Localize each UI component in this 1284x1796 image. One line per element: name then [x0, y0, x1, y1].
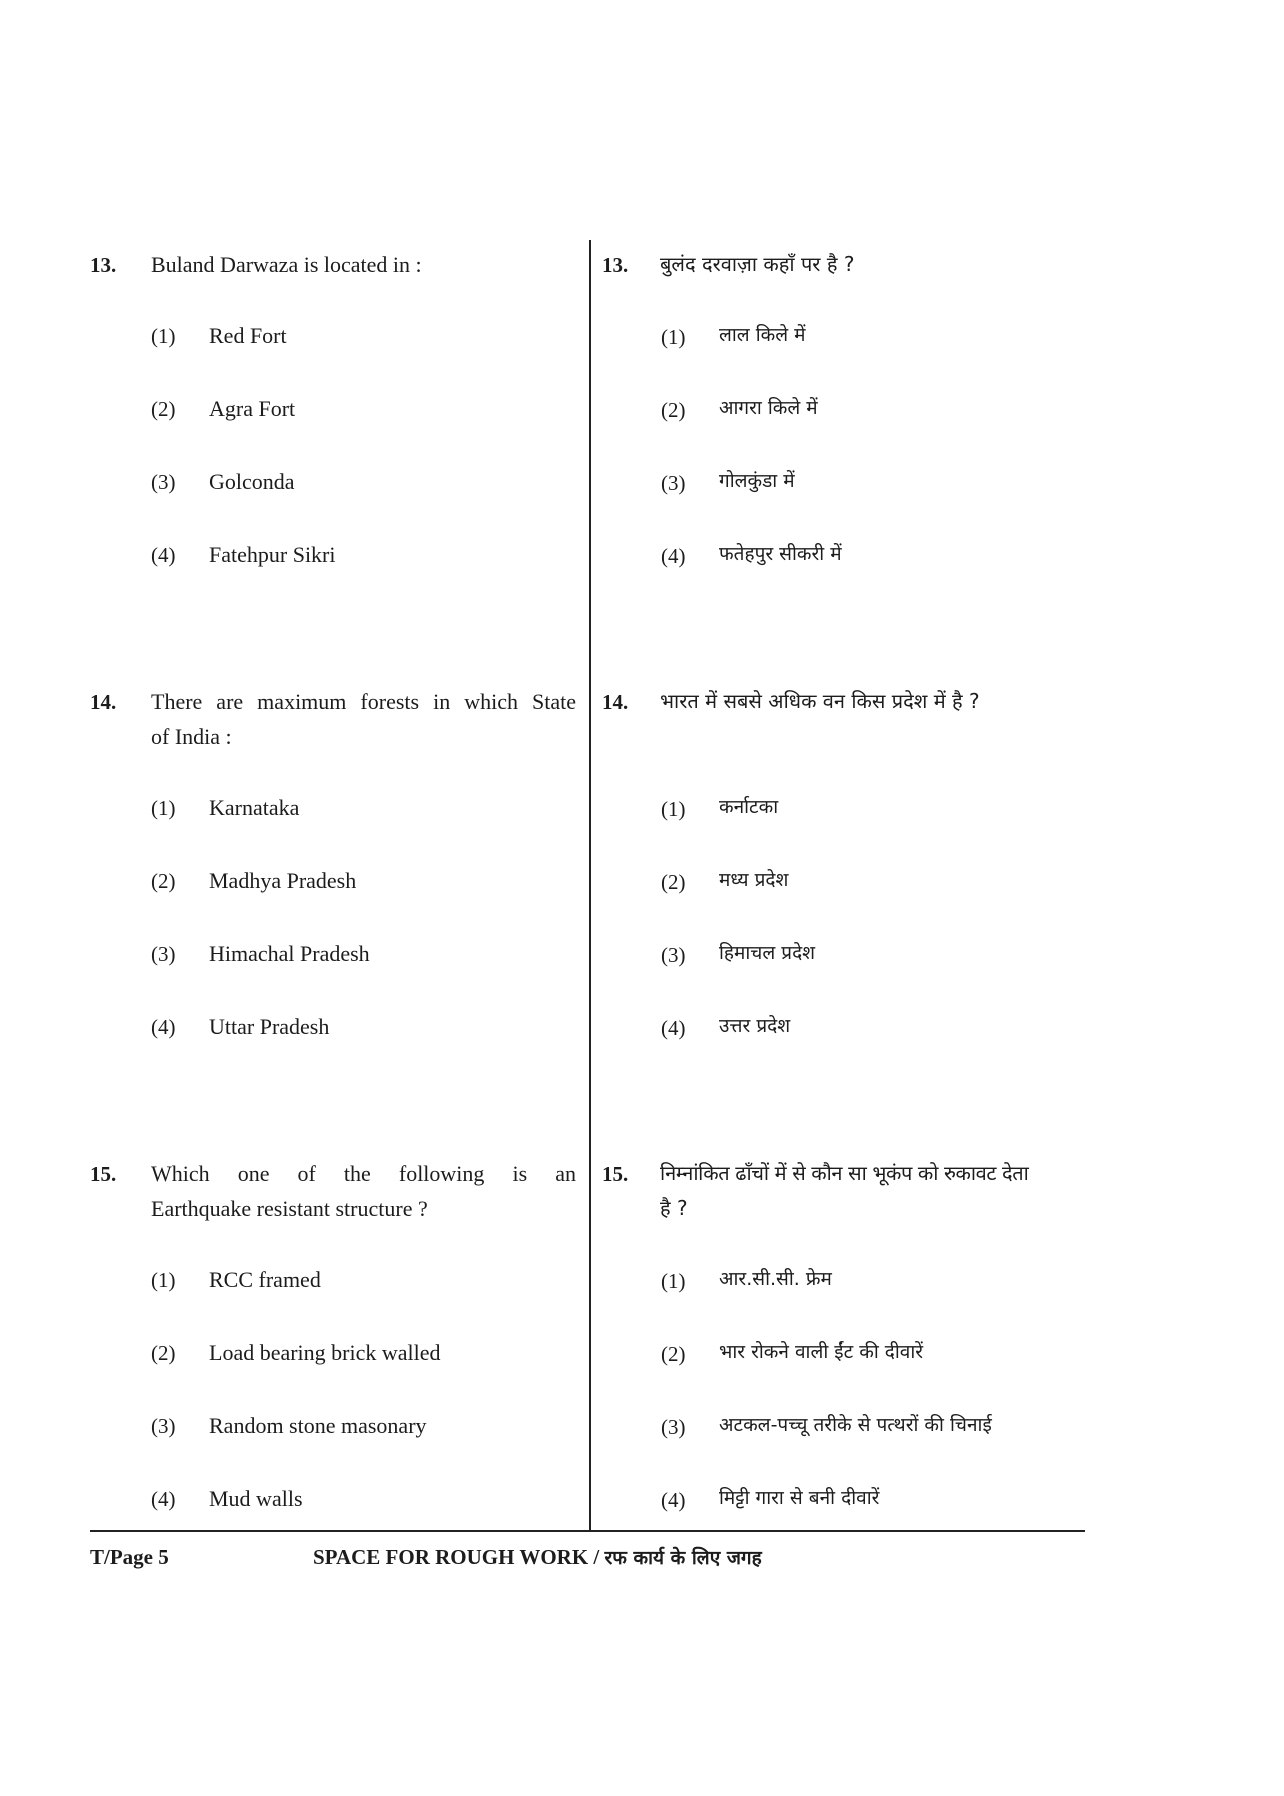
q13-hi-option-2-text: आगरा किले में: [719, 397, 818, 419]
q15-en-option-2-number: (2): [151, 1341, 176, 1365]
q15-en-option-4-text: Mud walls: [209, 1486, 303, 1511]
rough-work-label: [313, 1540, 762, 1575]
q13-hi-option-3-number: (3): [661, 471, 686, 495]
q15-en-option-1-number: (1): [151, 1268, 176, 1292]
q14-hi-option-3-number: (3): [661, 943, 686, 967]
q15-hi-option-2-number: (2): [661, 1342, 686, 1366]
q13-hi-option-4-text: फतेहपुर सीकरी में: [719, 543, 842, 565]
question-13-number-en: 13.: [90, 253, 117, 277]
q14-en-option-2-text: Madhya Pradesh: [209, 868, 357, 893]
q13-hi-option-2-number: (2): [661, 398, 686, 422]
q13-hi-option-3-text: गोलकुंडा में: [719, 470, 795, 492]
q13-en-option-1-number: (1): [151, 324, 176, 348]
q13-en-option-1-text: Red Fort: [209, 323, 287, 348]
q14-en-option-1-text: Karnataka: [209, 795, 300, 820]
q15-en-option-1-text: RCC framed: [209, 1267, 321, 1292]
q14-en-option-3-number: (3): [151, 942, 176, 966]
q13-en-option-2-number: (2): [151, 397, 176, 421]
question-13-text-en: Buland Darwaza is located in :: [151, 252, 422, 277]
q13-en-option-4-number: (4): [151, 543, 176, 567]
q13-en-option-4-text: Fatehpur Sikri: [209, 542, 336, 567]
q14-hi-option-4-text: उत्तर प्रदेश: [719, 1015, 791, 1037]
q14-hi-option-3-text: हिमाचल प्रदेश: [719, 942, 816, 964]
column-divider: [589, 240, 591, 1530]
question-15-text-en-line-2: Earthquake resistant structure ?: [151, 1196, 428, 1221]
q15-hi-option-1-number: (1): [661, 1269, 686, 1293]
question-14-number-hi: 14.: [602, 690, 629, 714]
rough-work-label-hi: रफ कार्य के लिए जगह: [604, 1547, 762, 1569]
q13-en-option-3-text: Golconda: [209, 469, 295, 494]
question-13-text-hi: बुलंद दरवाज़ा कहाँ पर है ?: [660, 252, 855, 276]
q15-hi-option-3-number: (3): [661, 1415, 686, 1439]
question-13-number-hi: 13.: [602, 253, 629, 277]
q13-en-option-2-text: Agra Fort: [209, 396, 296, 421]
q14-en-option-2-number: (2): [151, 869, 176, 893]
q13-hi-option-4-number: (4): [661, 544, 686, 568]
q14-hi-option-1-text: कर्नाटका: [719, 796, 779, 818]
footer-rule: [90, 1530, 1085, 1532]
question-14-text-en-line-2: of India :: [151, 724, 232, 749]
q15-hi-option-2-text: भार रोकने वाली ईंट की दीवारें: [719, 1341, 924, 1363]
q15-hi-option-1-text: आर.सी.सी. फ्रेम: [719, 1268, 832, 1290]
question-15-text-hi-line-1: निम्नांकित ढाँचों में से कौन सा भूकंप को रुकावट देता: [660, 1161, 1029, 1185]
q14-hi-option-4-number: (4): [661, 1016, 686, 1040]
q13-en-option-3-number: (3): [151, 470, 176, 494]
q15-en-option-2-text: Load bearing brick walled: [209, 1340, 441, 1365]
question-14-text-en-line-1: There are maximum forests in which State: [151, 689, 576, 714]
question-15-text-en-line-1: Which one of the following is an: [151, 1161, 576, 1186]
q14-en-option-1-number: (1): [151, 796, 176, 820]
question-15-text-en: [151, 1156, 576, 1226]
q14-hi-option-2-text: मध्य प्रदेश: [719, 869, 789, 891]
question-14-text-hi: भारत में सबसे अधिक वन किस प्रदेश में है ?: [660, 689, 980, 713]
q15-en-option-3-number: (3): [151, 1414, 176, 1438]
q15-hi-option-4-text: मिट्टी गारा से बनी दीवारें: [719, 1487, 880, 1509]
question-14-number-en: 14.: [90, 690, 117, 714]
question-15-text-hi-line-2: है ?: [660, 1196, 688, 1220]
q15-hi-option-3-text: अटकल-पच्चू तरीके से पत्थरों की चिनाई: [719, 1414, 992, 1436]
q15-en-option-4-number: (4): [151, 1487, 176, 1511]
question-15-text-hi: [660, 1156, 1085, 1226]
question-14-text-en: [151, 684, 576, 754]
q14-en-option-3-text: Himachal Pradesh: [209, 941, 370, 966]
q14-en-option-4-text: Uttar Pradesh: [209, 1014, 330, 1039]
question-15-number-en: 15.: [90, 1162, 117, 1186]
rough-work-label-en: SPACE FOR ROUGH WORK /: [313, 1545, 605, 1569]
question-15-number-hi: 15.: [602, 1162, 629, 1186]
q14-en-option-4-number: (4): [151, 1015, 176, 1039]
q15-en-option-3-text: Random stone masonary: [209, 1413, 427, 1438]
q14-hi-option-1-number: (1): [661, 797, 686, 821]
q13-hi-option-1-number: (1): [661, 325, 686, 349]
q15-hi-option-4-number: (4): [661, 1488, 686, 1512]
q14-hi-option-2-number: (2): [661, 870, 686, 894]
page-label: T/Page 5: [90, 1545, 169, 1569]
q13-hi-option-1-text: लाल किले में: [719, 324, 806, 346]
